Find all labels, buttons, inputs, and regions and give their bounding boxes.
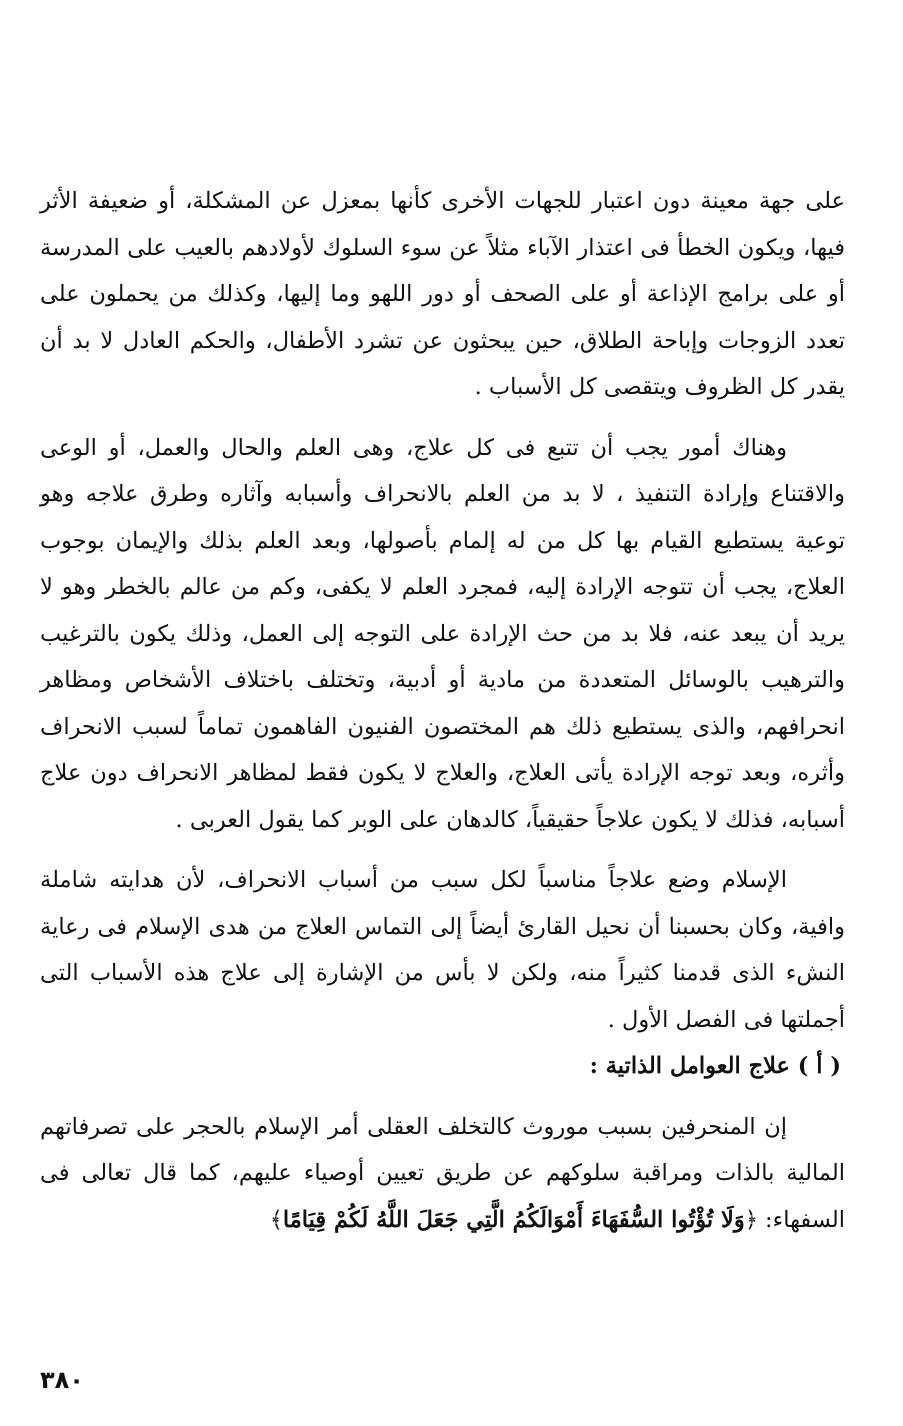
quran-verse: وَلَا تُؤْتُوا السُّفَهَاءَ أَمْوَالَكُمُ الَّتِي جَعَلَ اللَّهُ لَكُمْ قِيَامًا xyxy=(282,1206,745,1233)
verse-close-bracket: ﴾ xyxy=(269,1206,283,1233)
paragraph-4 xyxy=(40,1104,845,1244)
body-text xyxy=(40,178,845,1243)
section-heading: ( أ ) علاج العوامل الذاتية : xyxy=(589,1053,841,1079)
page-number: ٣٨٠ xyxy=(40,1366,84,1394)
paragraph-3: الإسلام وضع علاجاً مناسباً لكل سبب من أسباب الانحراف، لأن هدايته شاملة وافية، وكان بحسبنا أن نحيل القارئ أيضاً إلى التماس العلاج من هدى الإسلام فى رعاية النشء الذى قدمنا كثيراً منه، ولكن لا بأس من الإشارة إلى علاج هذه الأسباب التى أجملتها فى الفصل الأول . xyxy=(40,867,845,1033)
paragraph-4-text: إن المنحرفين بسبب موروث كالتخلف العقلى أمر الإسلام بالحجر على تصرفاتهم المالية بالذات ومراقبة سلوكهم عن طريق تعيين أوصياء عليهم، كما قال تعالى فى السفهاء: xyxy=(40,1113,845,1233)
verse-open-bracket: ﴿ xyxy=(744,1206,758,1233)
paragraph-1: على جهة معينة دون اعتبار للجهات الأخرى كأنها بمعزل عن المشكلة، أو ضعيفة الأثر فيها، ويكون الخطأ فى اعتذار الآباء مثلاً عن سوء السلوك لأولادهم بالعيب على المدرسة أو على برامج الإذاعة أو على الصحف أو دور اللهو وما إليها، وكذلك من يحملون على تعدد الزوجات وإباحة الطلاق، حين يبحثون عن تشرد الأطفال، والحكم العادل لا بد أن يقدر كل الظروف ويتقصى كل الأسباب . xyxy=(40,188,845,400)
paragraph-2: وهناك أمور يجب أن تتبع فى كل علاج، وهى العلم والحال والعمل، أو الوعى والاقتناع وإرادة التنفيذ ، لا بد من العلم بالانحراف وأسبابه وآثاره وطرق علاجه وهو توعية يستطيع القيام بها كل من له إلمام بأصولها، وبعد العلم بذلك والإيمان بوجوب العلاج، يجب أن تتوجه الإرادة إليه، فمجرد العلم لا يكفى، وكم من عالم بالخطر وهو لا يريد أن يبعد عنه، فلا بد من حث الإرادة على التوجه إلى العمل، وذلك يكون بالترغيب والترهيب بالوسائل المتعددة من مادية أو أدبية، وتختلف باختلاف الأشخاص ومظاهر انحرافهم، والذى يستطيع ذلك هم المختصون الفنيون الفاهمون تماماً لسبب الانحراف وأثره، وبعد توجه الإرادة يأتى العلاج، والعلاج لا يكون فقط لمظاهر الانحراف دون علاج أسبابه، فذلك لا يكون علاجاً حقيقياً، كالدهان على الوبر كما يقول العربى . xyxy=(40,434,845,833)
